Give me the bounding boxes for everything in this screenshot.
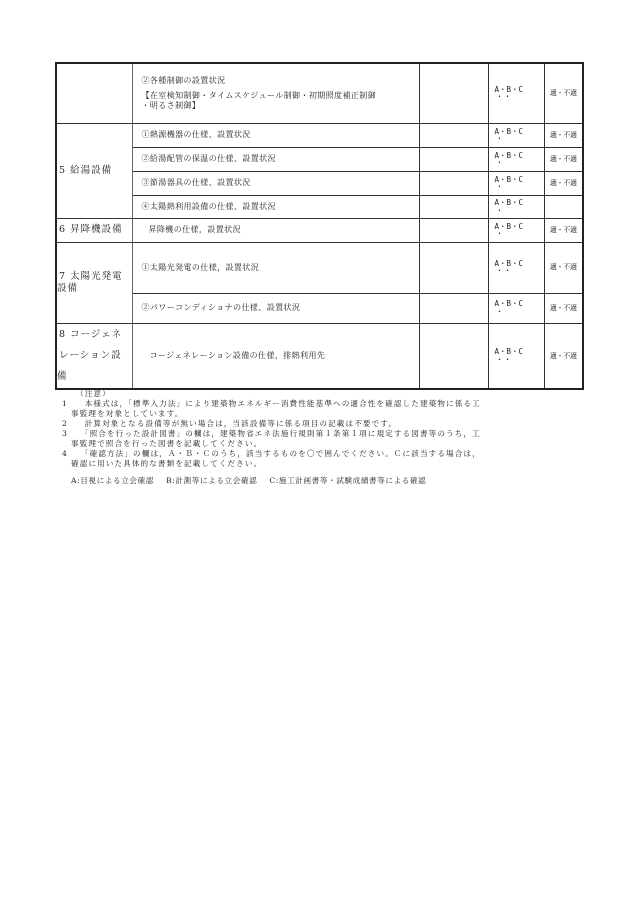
table-row	[56, 63, 583, 123]
table-row	[56, 323, 583, 389]
judgement-cell[interactable]: 適・不適	[544, 323, 583, 389]
judgement-cell[interactable]: 適・不適	[544, 293, 583, 323]
table-row	[56, 293, 583, 323]
item-cell	[132, 63, 419, 123]
design-drawing-cell[interactable]	[419, 147, 488, 171]
note-item: 3 「照合を行った設計図書」の欄は，建築物省エネ法施行規則第１条第１項に規定する図書等のうち，工 事監理で照合を行った図書を記載してください。	[62, 429, 481, 448]
notes-heading: （注意）	[76, 389, 111, 398]
item-cell: ①熱源機器の仕様、設置状況	[132, 123, 419, 147]
confirmation-method-cell[interactable]: A・B・C ・・	[488, 242, 544, 293]
confirmation-method-cell[interactable]: A・B・C ・	[488, 218, 544, 242]
table-row	[56, 242, 583, 293]
judgement-cell[interactable]: 適・不適	[544, 63, 583, 123]
confirmation-method-cell[interactable]: A・B・C ・	[488, 293, 544, 323]
design-drawing-cell[interactable]	[419, 218, 488, 242]
table-row	[56, 147, 583, 171]
judgement-cell[interactable]	[544, 195, 583, 218]
legend-a: A:目視による立会確認	[71, 476, 154, 485]
item-cell: 昇降機の仕様，設置状況	[132, 218, 419, 242]
confirmation-method-cell[interactable]: A・B・C ・・	[488, 63, 544, 123]
judgement-cell[interactable]: 適・不適	[544, 171, 583, 195]
section-label-empty	[56, 63, 132, 123]
judgement-cell[interactable]: 適・不適	[544, 123, 583, 147]
section-label-cogeneration: 8 コージェネ レーション設 備	[56, 323, 132, 389]
note-item: 2 計算対象となる設備等が無い場合は，当該設備等に係る項目の記載は不要です。	[62, 419, 398, 428]
confirmation-method-cell[interactable]: A・B・C ・	[488, 123, 544, 147]
design-drawing-cell[interactable]	[419, 323, 488, 389]
section-label-solar-power: 7 太陽光発電 設備	[56, 242, 132, 323]
item-cell: ④太陽熱利用設備の仕様、設置状況	[132, 195, 419, 218]
table-row	[56, 195, 583, 218]
design-drawing-cell[interactable]	[419, 171, 488, 195]
note-item: 1 本様式は，「標準入力法」により建築物エネルギー消費性能基準への適合性を確認した建築物に係る工 事監理を対象としています。	[62, 399, 481, 418]
confirmation-method-cell[interactable]: A・B・C ・	[488, 195, 544, 218]
legend-b: B:計測等による立会確認	[166, 476, 258, 485]
item-detail: 【在室検知制御・タイムスケジュール制御・初期照度補正制御	[141, 91, 377, 101]
design-drawing-cell[interactable]	[419, 242, 488, 293]
item-title: ②各種制御の設置状況	[141, 75, 226, 85]
notes-section	[62, 389, 592, 486]
table-row	[56, 171, 583, 195]
design-drawing-cell[interactable]	[419, 63, 488, 123]
confirmation-method-cell[interactable]: A・B・C ・	[488, 147, 544, 171]
item-cell: ②パワーコンディショナの仕様、設置状況	[132, 293, 419, 323]
note-item: 4 「確認方法」の欄は，Ａ・Ｂ・Ｃのうち，該当するものを〇で囲んでください。Ｃに該当する場合は， 確認に用いた具体的な書類を記載してください。	[62, 449, 481, 468]
design-drawing-cell[interactable]	[419, 123, 488, 147]
design-drawing-cell[interactable]	[419, 195, 488, 218]
judgement-cell[interactable]: 適・不適	[544, 147, 583, 171]
section-label-elevator: 6 昇降機設備	[56, 218, 132, 242]
table-row	[56, 218, 583, 242]
section-label-hot-water: 5 給湯設備	[56, 123, 132, 218]
judgement-cell[interactable]: 適・不適	[544, 218, 583, 242]
confirmation-method-cell[interactable]: A・B・C ・	[488, 171, 544, 195]
inspection-checklist-table	[55, 62, 584, 390]
design-drawing-cell[interactable]	[419, 293, 488, 323]
method-options[interactable]: A・B・C	[494, 84, 524, 94]
legend-c: C:施工計画書等・試験成績書等による確認	[269, 476, 427, 485]
item-detail: ・明るさ制御】	[141, 101, 201, 111]
confirmation-method-cell[interactable]: A・B・C ・・	[488, 323, 544, 389]
confirmation-method-legend	[62, 476, 592, 486]
item-cell: コージェネレーション設備の仕様，排熱利用先	[132, 323, 419, 389]
item-cell: ①太陽光発電の仕様，設置状況	[132, 242, 419, 293]
item-cell: ②給湯配管の保温の仕様、設置状況	[132, 147, 419, 171]
item-cell: ③節湯器具の仕様、設置状況	[132, 171, 419, 195]
judgement-cell[interactable]: 適・不適	[544, 242, 583, 293]
table-row	[56, 123, 583, 147]
